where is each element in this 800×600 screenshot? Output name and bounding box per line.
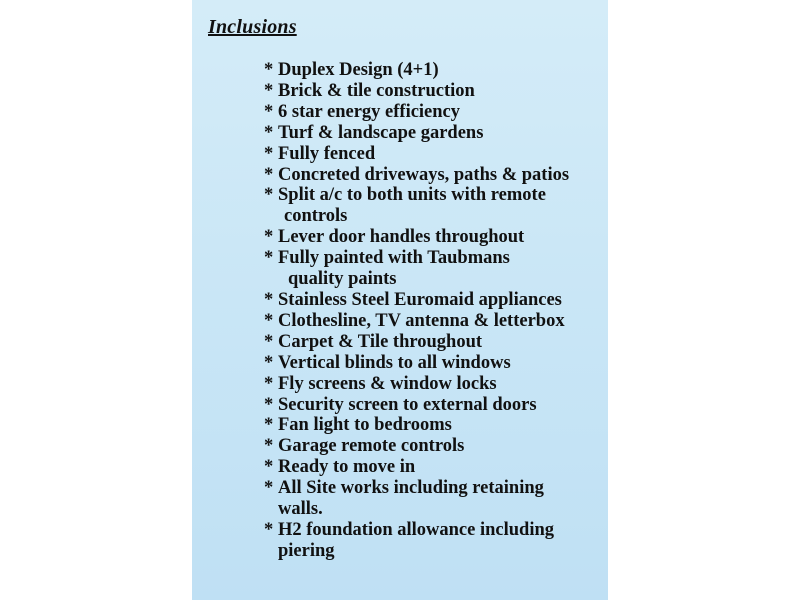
list-item-duplex-design xyxy=(264,60,604,81)
inclusions-panel xyxy=(192,0,608,600)
list-item-clothesline xyxy=(264,311,604,332)
list-item-text: Vertical blinds to all windows xyxy=(278,352,511,373)
list-item-garage-remote xyxy=(264,436,604,457)
list-item-continuation: controls xyxy=(284,206,348,227)
list-item-text: Fly screens & window locks xyxy=(278,373,497,394)
bullet-marker: * xyxy=(264,143,274,164)
list-item-site-works xyxy=(264,478,604,520)
list-item-text: All Site works including retaining xyxy=(278,478,544,499)
bullet-marker: * xyxy=(264,436,274,457)
list-item-text: Stainless Steel Euromaid appliances xyxy=(278,289,562,310)
bullet-marker: * xyxy=(264,331,274,352)
bullet-marker: * xyxy=(264,519,274,540)
list-item-text: Fully painted with Taubmans xyxy=(278,248,510,269)
list-item-energy-efficiency xyxy=(264,102,604,123)
list-item-fan-light xyxy=(264,415,604,436)
bullet-marker: * xyxy=(264,164,274,185)
list-item-continuation: quality paints xyxy=(288,269,397,290)
list-item-fly-screens xyxy=(264,374,604,395)
bullet-marker: * xyxy=(264,80,274,101)
bullet-marker: * xyxy=(264,101,274,122)
list-item-ready-to-move xyxy=(264,457,604,478)
list-item-carpet-tile xyxy=(264,332,604,353)
list-item-text: Clothesline, TV antenna & letterbox xyxy=(278,310,565,331)
inclusions-list xyxy=(264,60,604,562)
list-item-turf-landscape xyxy=(264,123,604,144)
bullet-marker: * xyxy=(264,122,274,143)
list-item-text: Turf & landscape gardens xyxy=(278,122,484,143)
bullet-marker: * xyxy=(264,60,274,80)
list-item-euromaid-appliances xyxy=(264,290,604,311)
list-item-lever-door-handles xyxy=(264,227,604,248)
list-item-text: Brick & tile construction xyxy=(278,80,475,101)
list-item-continuation: piering xyxy=(278,540,335,561)
list-item-text: Carpet & Tile throughout xyxy=(278,331,483,352)
list-item-text: Ready to move in xyxy=(278,457,416,478)
list-item-text: Lever door handles throughout xyxy=(278,227,525,248)
list-item-vertical-blinds xyxy=(264,353,604,374)
list-item-continuation: walls. xyxy=(278,499,323,520)
bullet-marker: * xyxy=(264,248,274,269)
list-item-text: H2 foundation allowance including xyxy=(278,519,555,540)
list-item-text: Fully fenced xyxy=(278,143,376,164)
bullet-marker: * xyxy=(264,478,274,499)
bullet-marker: * xyxy=(264,352,274,373)
inclusions-heading: Inclusions xyxy=(208,16,297,38)
list-item-text: Split a/c to both units with remote xyxy=(278,185,546,206)
list-item-security-screen xyxy=(264,395,604,416)
list-item-text: Duplex Design (4+1) xyxy=(278,60,439,80)
list-item-text: Garage remote controls xyxy=(278,436,465,457)
list-item-h2-foundation xyxy=(264,520,604,562)
bullet-marker: * xyxy=(264,373,274,394)
list-item-fully-fenced xyxy=(264,144,604,165)
bullet-marker: * xyxy=(264,394,274,415)
list-item-text: 6 star energy efficiency xyxy=(278,101,461,122)
bullet-marker: * xyxy=(264,289,274,310)
list-item-concreted-driveways xyxy=(264,165,604,186)
bullet-marker: * xyxy=(264,457,274,478)
list-item-split-ac xyxy=(264,185,604,227)
bullet-marker: * xyxy=(264,185,274,206)
list-item-brick-tile xyxy=(264,81,604,102)
bullet-marker: * xyxy=(264,227,274,248)
list-item-text: Fan light to bedrooms xyxy=(278,415,452,436)
list-item-text: Concreted driveways, paths & patios xyxy=(278,164,570,185)
list-item-fully-painted xyxy=(264,248,604,290)
list-item-text: Security screen to external doors xyxy=(278,394,537,415)
bullet-marker: * xyxy=(264,415,274,436)
bullet-marker: * xyxy=(264,310,274,331)
